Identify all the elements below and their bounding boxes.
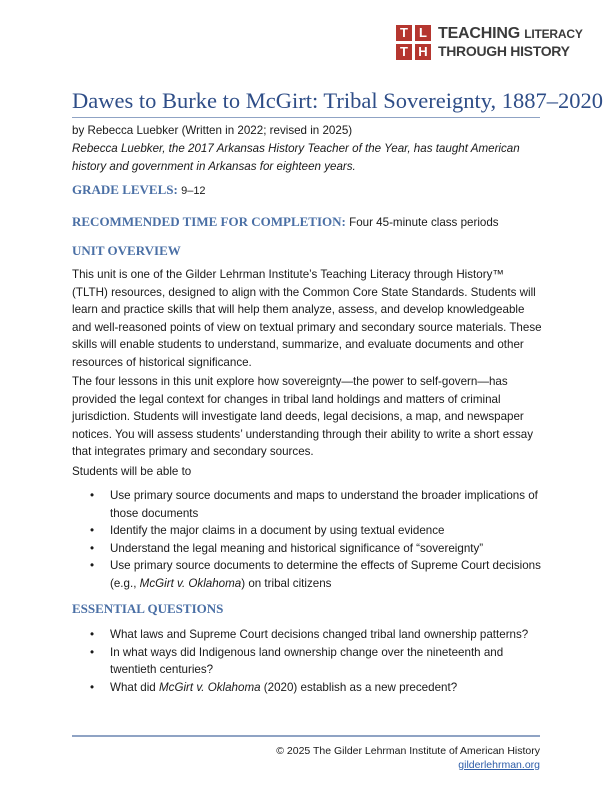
essential-questions-heading: ESSENTIAL QUESTIONS — [72, 601, 224, 616]
grade-levels-label: GRADE LEVELS: — [72, 182, 178, 197]
recommended-time — [72, 214, 499, 230]
list-item: • What laws and Supreme Court decisions changed tribal land ownership patterns? — [90, 628, 529, 641]
essential-questions-list — [72, 626, 542, 696]
logo-tile: H — [415, 44, 431, 60]
list-item: • Use primary source documents and maps to understand the broader implications of those documents — [90, 489, 538, 520]
page-title: Dawes to Burke to McGirt: Tribal Sovereignty, 1887–2020 — [72, 88, 604, 113]
case-name: McGirt v. Oklahoma — [139, 576, 242, 590]
footer — [276, 744, 540, 772]
website-link[interactable]: gilderlehrman.org — [458, 759, 540, 771]
objectives-list — [72, 487, 542, 592]
list-item: • What did McGirt v. Oklahoma (2020) establish as a new precedent? — [90, 680, 458, 694]
unit-overview-heading: UNIT OVERVIEW — [72, 243, 181, 258]
logo-tile: T — [396, 25, 412, 41]
author-bio: Rebecca Luebker, the 2017 Arkansas History Teacher of the Year, has taught American history and government in Arkansas for eighteen years. — [72, 142, 520, 173]
logo-tile: L — [415, 25, 431, 41]
footer-divider — [72, 735, 540, 737]
logo-word-teaching: TEACHING — [438, 25, 520, 42]
overview-paragraph-1: This unit is one of the Gilder Lehrman Institute’s Teaching Literacy through History™ (TLTH) resources, designed to align with the Common Core State Standards. Students will learn and practice skills that will help them analyze, assess, and develop knowledgeable and well-reasoned points of view on textual primary and secondary source materials. These skills will enable students to understand, summarize, and evaluate documents and other resources of historical significance. — [72, 268, 542, 369]
list-item: • Use primary source documents to determine the effects of Supreme Court decisions (e.g., McGirt v. Oklahoma) on tribal citizens — [90, 559, 541, 590]
list-item: • Identify the major claims in a document by using textual evidence — [90, 524, 445, 537]
logo-tile: T — [396, 44, 412, 60]
list-item: • In what ways did Indigenous land ownership change over the nineteenth and twentieth centuries? — [90, 645, 504, 676]
grade-levels — [72, 182, 206, 198]
case-name: McGirt v. Oklahoma — [158, 680, 261, 694]
grade-levels-value: 9–12 — [181, 185, 206, 197]
logo-tiles — [396, 25, 431, 60]
recommended-time-value: Four 45-minute class periods — [349, 216, 499, 229]
logo-word-through-history: THROUGH HISTORY — [438, 43, 570, 59]
logo-word-literacy: LITERACY — [524, 27, 583, 41]
recommended-time-label: RECOMMENDED TIME FOR COMPLETION: — [72, 214, 346, 229]
copyright: © 2025 The Gilder Lehrman Institute of American History — [276, 745, 540, 757]
byline: by Rebecca Luebker (Written in 2022; revised in 2025) — [72, 124, 353, 137]
title-divider — [72, 117, 540, 118]
overview-paragraph-2: The four lessons in this unit explore how sovereignty—the power to self-govern—has provided the legal context for changes in tribal land holdings and matters of criminal jurisdiction. Students will investigate land deeds, legal decisions, a map, and newspaper notices. You will assess students’ understanding through their ability to write a short essay that integrates primary and secondary sources. — [72, 375, 533, 458]
objectives-intro: Students will be able to — [72, 465, 192, 478]
tlth-logo — [396, 25, 583, 60]
list-item: • Understand the legal meaning and historical significance of “sovereignty” — [90, 541, 484, 555]
logo-wordmark — [438, 25, 583, 60]
